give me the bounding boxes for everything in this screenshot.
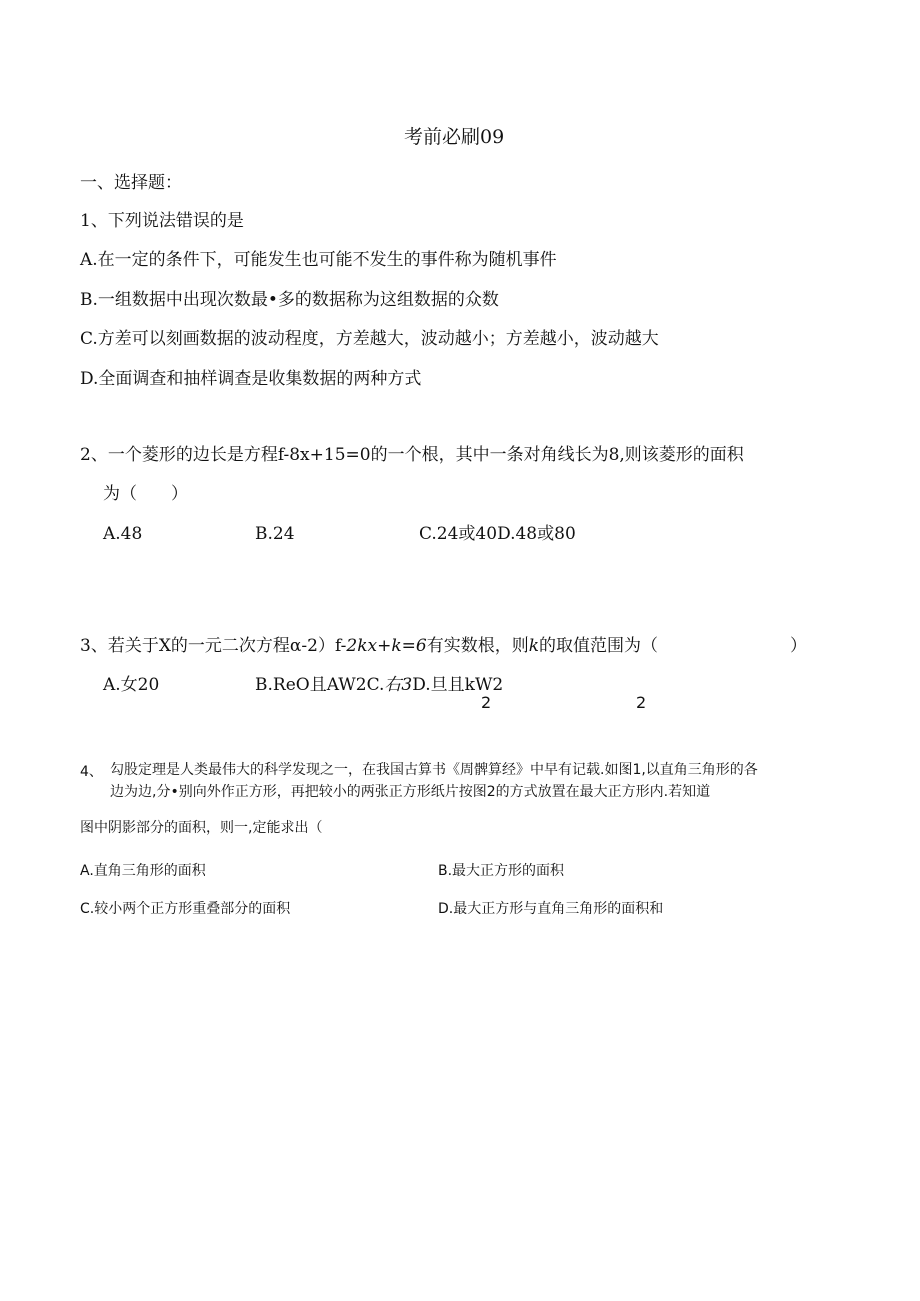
q1-option-d: D.全面调查和抽样调查是收集数据的两种方式 [80,369,422,389]
q3-stem [80,635,658,657]
q3-option-c-formula: 右3 [384,675,413,695]
q2-option-b: B.24 [255,524,295,544]
q3-option-bc [255,674,503,696]
q2-stem: 2、一个菱形的边长是方程f-8x+15=0的一个根，其中一条对角线长为8,则该菱形的面积 [80,445,744,465]
q3-subscript-2: 2 [636,693,647,712]
q2-option-cd: C.24或40D.48或80 [419,524,576,544]
q3-option-a: A.女20 [103,675,160,695]
q3-formula: 2kx+k=6 [346,636,427,656]
q3-close-paren: ） [790,636,807,656]
q4-line-3: 图中阴影部分的面积，则一,定能求出（ [80,820,323,836]
q4-option-c: C.较小两个正方形重叠部分的面积 [80,901,291,917]
q2-stem-continued: 为（ ） [103,484,188,504]
q3-option-b: B.ReO且AW2C. [255,675,385,695]
q3-stem-pre: 3、若关于X的一元二次方程α-2）f- [80,636,347,656]
page-title: 考前必刷09 [404,126,505,148]
q4-number: 4、 [80,764,103,780]
q4-option-a: A.直角三角形的面积 [80,863,206,879]
q4-line-2: 边为边,分•别向外作正方形，再把较小的两张正方形纸片按图2的方式放置在最大正方形内.若知道 [110,784,711,800]
section-heading: 一、选择题： [80,173,182,193]
q1-option-c: C.方差可以刻画数据的波动程度，方差越大，波动越小；方差越小，波动越大 [80,329,659,349]
q3-stem-mid: 有实数根，则 [426,636,529,656]
q4-option-b: B.最大正方形的面积 [438,863,565,879]
q3-subscript-1: 2 [481,693,492,712]
q3-option-d: D.旦且kW2 [412,675,504,695]
q1-option-a: A.在一定的条件下，可能发生也可能不发生的事件称为随机事件 [80,250,557,270]
q4-line-1: 勾股定理是人类最伟大的科学发现之一，在我国古算书《周髀算经》中早有记载.如图1,以直角三角形的各 [110,762,758,778]
q3-stem-post: 的取值范围为（ [539,636,659,656]
q2-option-a: A.48 [103,524,143,544]
q3-variable-k: k [528,636,540,656]
q1-stem: 1、下列说法错误的是 [80,211,244,231]
q4-option-d: D.最大正方形与直角三角形的面积和 [438,901,664,917]
q1-option-b: B.一组数据中出现次数最•多的数据称为这组数据的众数 [80,290,499,310]
